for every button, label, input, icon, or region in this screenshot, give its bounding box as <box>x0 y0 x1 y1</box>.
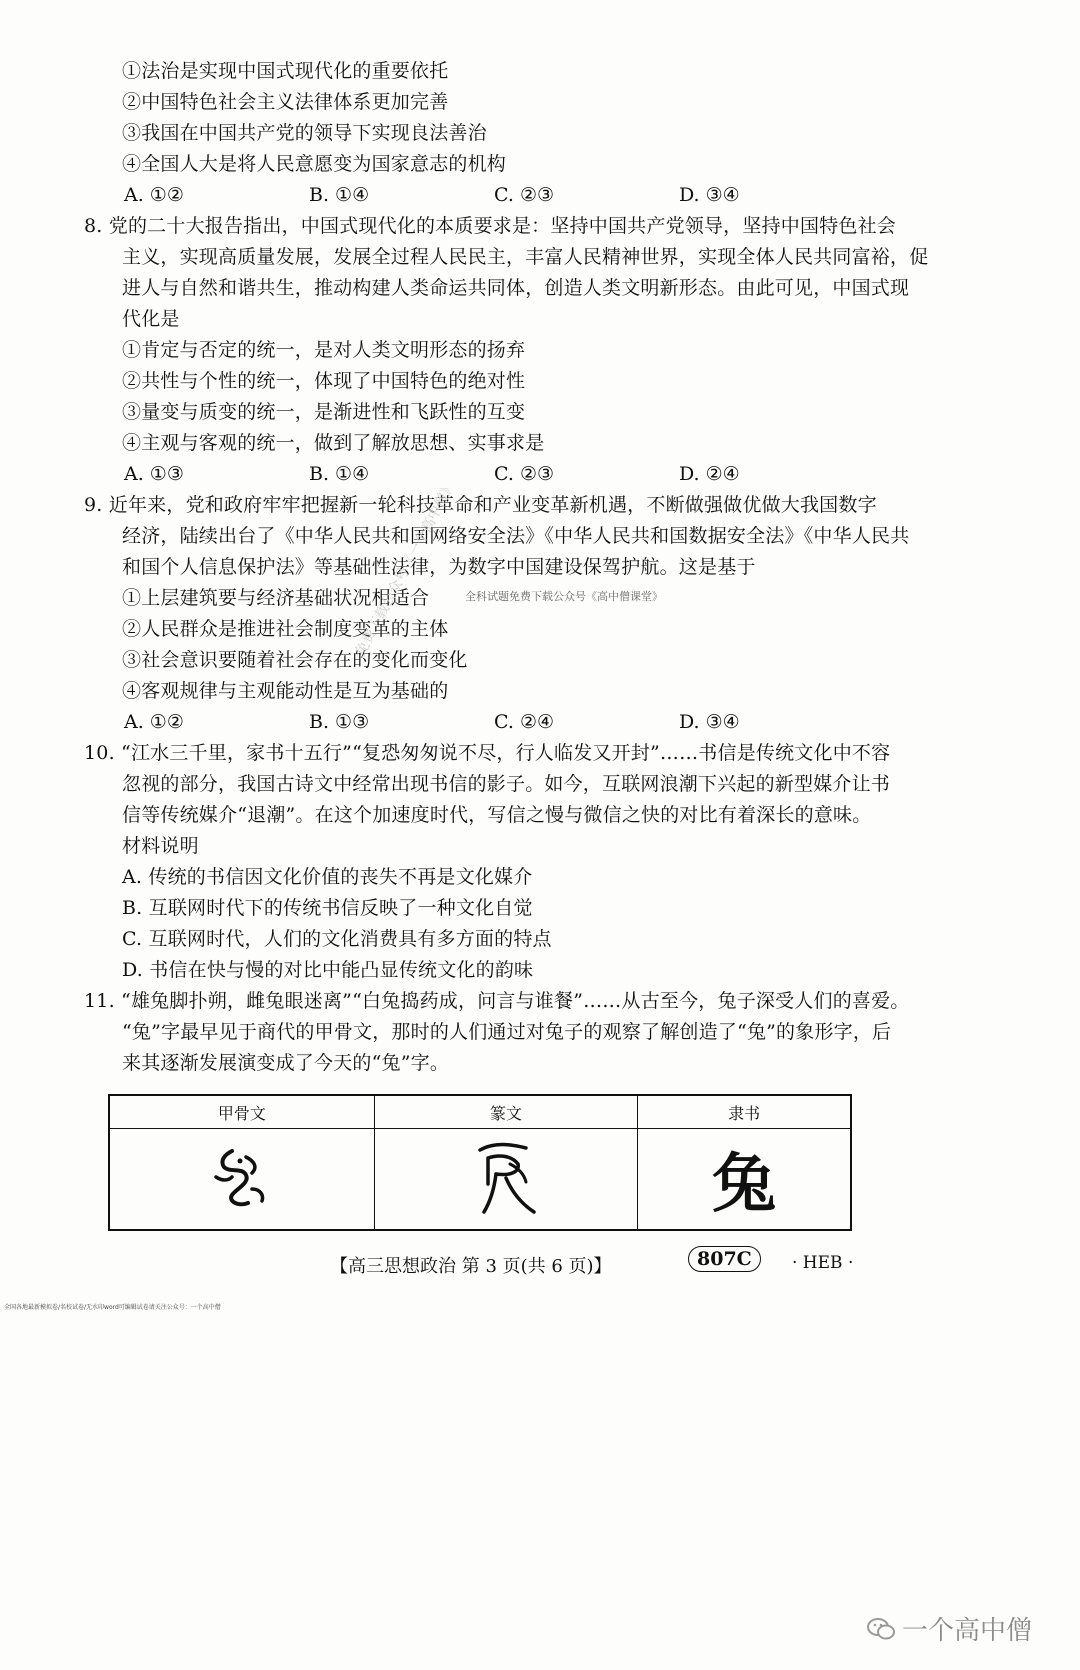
lishu-rabbit-char: 兔 <box>712 1147 777 1222</box>
q7-item: ②中国特色社会主义法律体系更加完善 <box>122 91 449 113</box>
option-d: D. ③④ <box>679 711 740 733</box>
q11-stem: 来其逐渐发展演变成了今天的“兔”字。 <box>122 1052 450 1074</box>
rabbit-character-table <box>108 1094 852 1231</box>
q9-stem: 和国个人信息保护法》等基础性法律，为数字中国建设保驾护航。这是基于 <box>122 556 756 578</box>
q8-stem: 进人与自然和谐共生，推动构建人类命运共同体，创造人类文明新形态。由此可见，中国式现 <box>122 277 910 299</box>
option-c: C. ②③ <box>494 463 555 485</box>
q11-stem: “兔”字最早见于商代的甲骨文，那时的人们通过对兔子的观察了解创造了“兔”的象形字，后 <box>122 1021 892 1043</box>
q7-options <box>84 180 864 211</box>
option-a: A. ①② <box>124 184 184 206</box>
q8-stem: 代化是 <box>122 308 180 330</box>
clerical-script-glyph <box>638 1129 851 1231</box>
question-content <box>84 56 929 1079</box>
option-d: D. ②④ <box>679 463 740 485</box>
q10-option: B. 互联网时代下的传统书信反映了一种文化自觉 <box>122 897 533 919</box>
oracle-bone-glyph <box>109 1129 374 1231</box>
q9-stem: 9. 近年来，党和政府牢牢把握新一轮科技革命和产业变革新机遇，不断做强做优做大我国数字 <box>84 494 877 516</box>
q10-stem: 忽视的部分，我国古诗文中经常出现书信的影子。如今，互联网浪潮下兴起的新型媒介让书 <box>122 773 891 795</box>
q10-option: C. 互联网时代，人们的文化消费具有多方面的特点 <box>122 928 552 950</box>
q10-stem: 信等传统媒介“退潮”。在这个加速度时代，写信之慢与微信之快的对比有着深长的意味。 <box>122 804 872 826</box>
q9-item: ②人民群众是推进社会制度变革的主体 <box>122 618 449 640</box>
seal-script-glyph <box>374 1129 638 1231</box>
q8-stem: 8. 党的二十大报告指出，中国式现代化的本质要求是：坚持中国共产党领导，坚持中国特色社会 <box>84 215 896 237</box>
q8-item: ④主观与客观的统一，做到了解放思想、实事求是 <box>122 432 545 454</box>
seal-rabbit-glyph-icon <box>466 1134 546 1220</box>
header-zhuanwen: 篆文 <box>374 1095 638 1129</box>
wechat-brand <box>866 1610 1032 1647</box>
q8-options <box>84 459 864 490</box>
region-tag: · HEB · <box>792 1253 854 1273</box>
option-a: A. ①② <box>124 711 184 733</box>
page-footer: 【高三思想政治 第 3 页(共 6 页)】 <box>330 1256 612 1277</box>
q8-item: ③量变与质变的统一，是渐进性和飞跃性的互变 <box>122 401 526 423</box>
q8-stem: 主义，实现高质量发展，发展全过程人民民主，丰富人民精神世界，实现全体人民共同富裕，促 <box>122 246 929 268</box>
bottom-notice: 全国各地最新模拟卷/名校试卷/无水印word可编辑试卷请关注公众号：一个高中僧 <box>4 1304 221 1311</box>
watermark-diagonal: 免费下载公众号《一个高中僧》 <box>352 478 459 659</box>
option-c: C. ②③ <box>494 184 555 206</box>
q10-option: A. 传统的书信因文化价值的丧失不再是文化媒介 <box>122 866 533 888</box>
q7-item: ①法治是实现中国式现代化的重要依托 <box>122 60 449 82</box>
q9-item: ①上层建筑要与经济基础状况相适合 <box>122 587 430 609</box>
q8-item: ①肯定与否定的统一，是对人类文明形态的扬弃 <box>122 339 526 361</box>
option-d: D. ③④ <box>679 184 740 206</box>
brand-name: 一个高中僧 <box>902 1616 1033 1646</box>
oracle-rabbit-glyph-icon <box>202 1137 282 1217</box>
option-b: B. ①③ <box>309 711 370 733</box>
q9-item: ④客观规律与主观能动性是互为基础的 <box>122 680 449 702</box>
q9-item: ③社会意识要随着社会存在的变化而变化 <box>122 649 468 671</box>
q8-item: ②共性与个性的统一，体现了中国特色的绝对性 <box>122 370 526 392</box>
q10-stem: 10. “江水三千里，家书十五行”“复恐匆匆说不尽，行人临发又开封”……书信是传统文化中不容 <box>84 742 891 764</box>
q9-options <box>84 707 864 738</box>
q10-stem: 材料说明 <box>122 835 199 857</box>
header-lishu: 隶书 <box>638 1095 851 1129</box>
q10-option: D. 书信在快与慢的对比中能凸显传统文化的韵味 <box>122 959 534 981</box>
q9-stem: 经济，陆续出台了《中华人民共和国网络安全法》《中华人民共和国数据安全法》《中华人民共 <box>122 525 910 547</box>
option-a: A. ①③ <box>124 463 184 485</box>
watermark-center: 全科试题免费下载公众号《高中僧课堂》 <box>465 590 663 603</box>
option-c: C. ②④ <box>494 711 555 733</box>
wechat-icon <box>866 1616 896 1642</box>
q7-item: ③我国在中国共产党的领导下实现良法善治 <box>122 122 487 144</box>
header-jiaguwen: 甲骨文 <box>109 1095 374 1129</box>
q7-item: ④全国人大是将人民意愿变为国家意志的机构 <box>122 153 507 175</box>
q11-stem: 11. “雄兔脚扑朔，雌兔眼迷离”“白兔捣药成，问言与谁餐”……从古至今，兔子深受人们的喜爱。 <box>84 990 910 1012</box>
option-b: B. ①④ <box>309 184 370 206</box>
exam-code-badge: 807C <box>688 1246 761 1272</box>
option-b: B. ①④ <box>309 463 370 485</box>
